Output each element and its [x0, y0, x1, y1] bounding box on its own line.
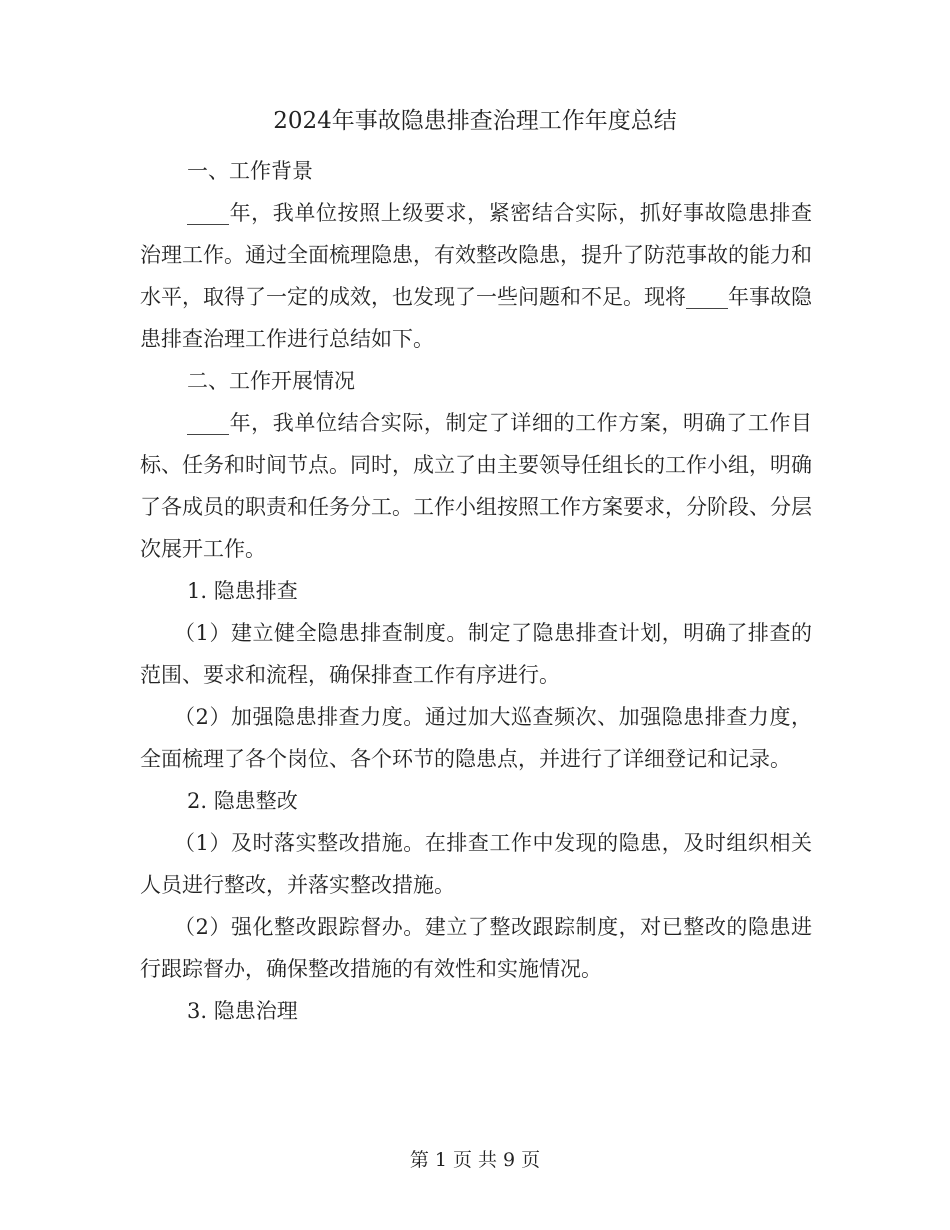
paragraph-rectification-tracking: （2）强化整改跟踪督办。建立了整改跟踪制度，对已整改的隐患进行跟踪督办，确保整改措施的有效性和实施情况。: [140, 915, 812, 981]
paragraph-progress: ____年，我单位结合实际，制定了详细的工作方案，明确了工作目标、任务和时间节点。同时，成立了由主要领导任组长的工作小组，明确了各成员的职责和任务分工。工作小组按照工作方案要求，分阶段、分层次展开工作。: [140, 411, 812, 561]
document-body: [140, 150, 812, 1032]
document-title: 2024年事故隐患排查治理工作年度总结: [273, 108, 677, 134]
subheading-hazard-inspection: 1. 隐患排查: [187, 579, 298, 603]
paragraph-background: ____年，我单位按照上级要求，紧密结合实际，抓好事故隐患排查治理工作。通过全面梳理隐患，有效整改隐患，提升了防范事故的能力和水平，取得了一定的成效，也发现了一些问题和不足。现将____年事故隐患排查治理工作进行总结如下。: [140, 201, 812, 351]
subheading-hazard-governance: 3. 隐患治理: [187, 999, 298, 1023]
paragraph-rectification-measures: （1）及时落实整改措施。在排查工作中发现的隐患，及时组织相关人员进行整改，并落实整改措施。: [140, 831, 812, 897]
paragraph-inspection-intensity: （2）加强隐患排查力度。通过加大巡查频次、加强隐患排查力度，全面梳理了各个岗位、各个环节的隐患点，并进行了详细登记和记录。: [140, 705, 812, 771]
page-number-footer: 第 1 页 共 9 页: [409, 1149, 541, 1171]
section-heading-background: 一、工作背景: [187, 159, 313, 183]
subheading-hazard-rectification: 2. 隐患整改: [187, 789, 298, 813]
paragraph-inspection-system: （1）建立健全隐患排查制度。制定了隐患排查计划，明确了排查的范围、要求和流程，确保排查工作有序进行。: [140, 621, 812, 687]
section-heading-progress: 二、工作开展情况: [187, 369, 355, 393]
